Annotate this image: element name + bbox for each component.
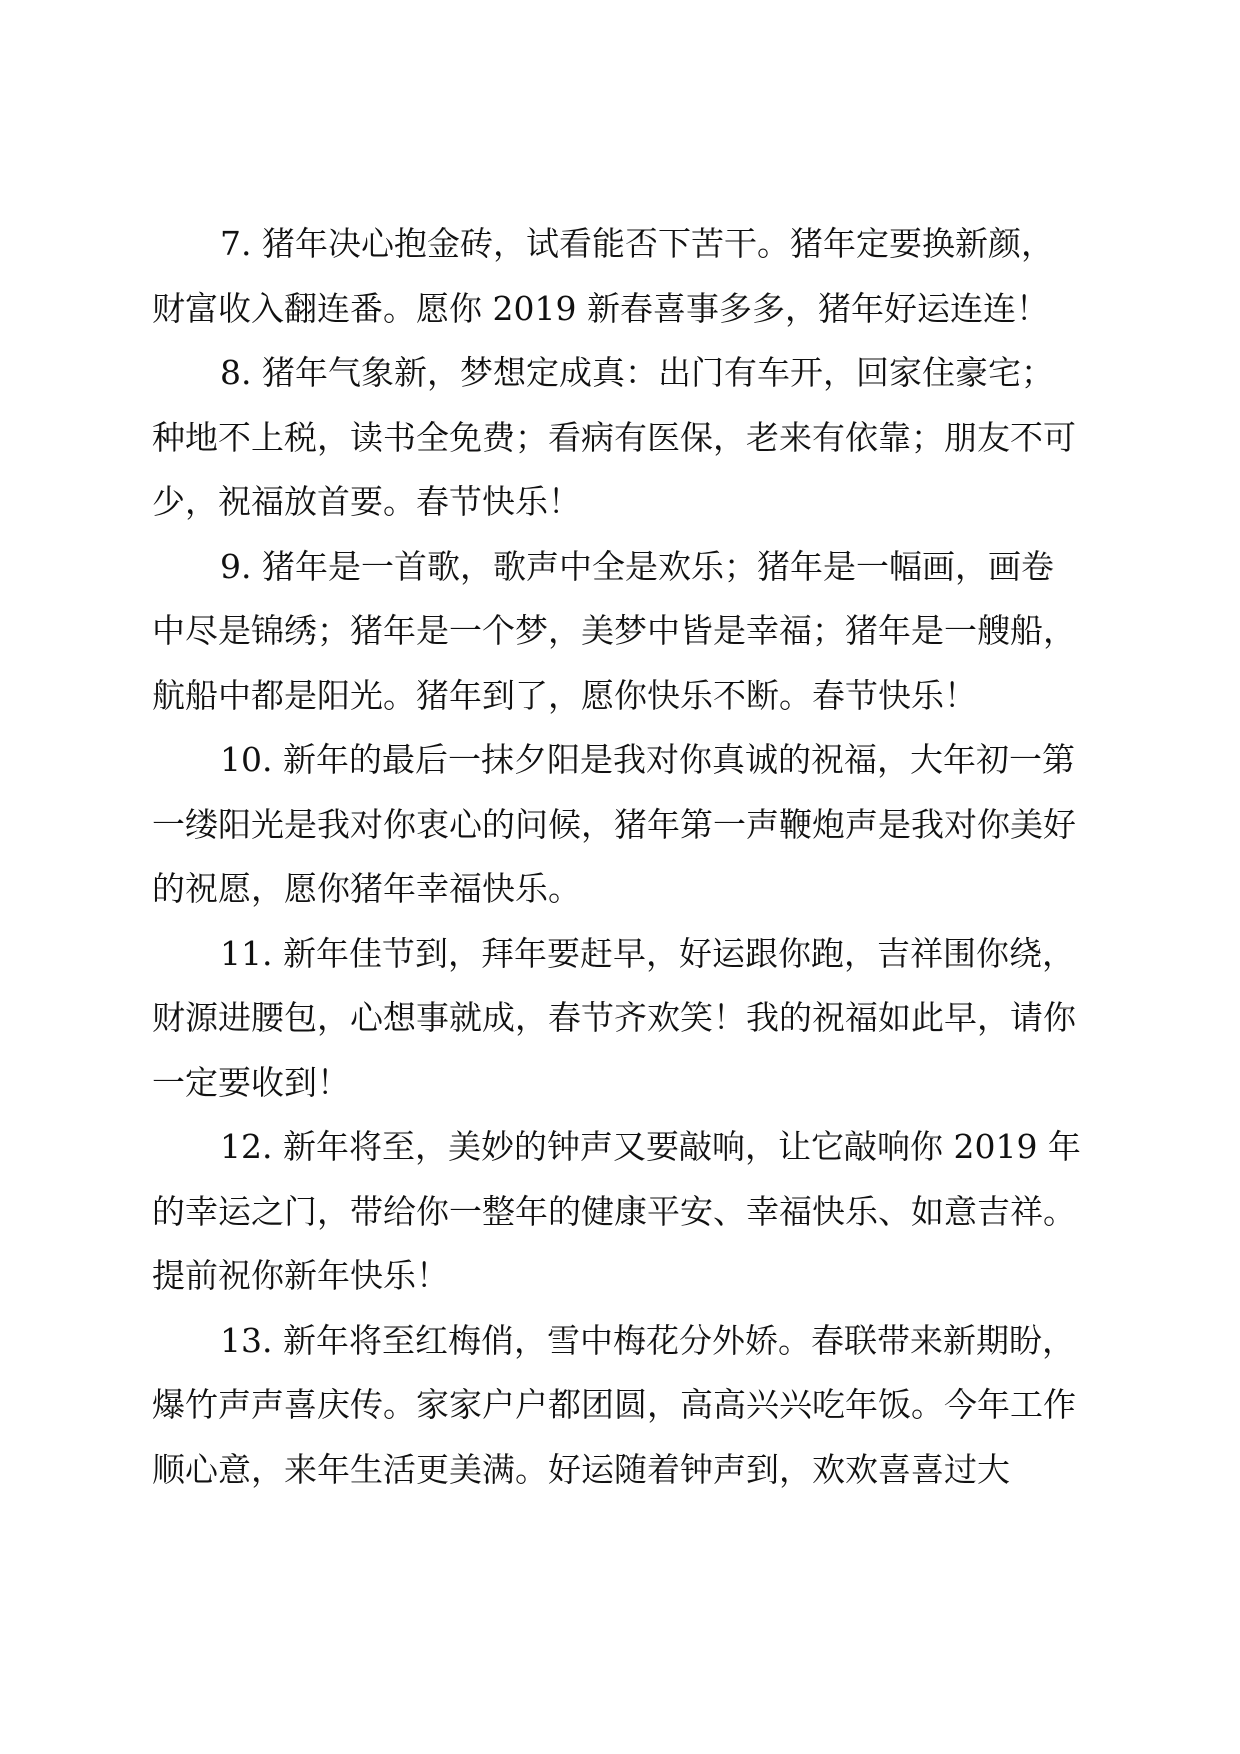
- paragraph-11: 11. 新年佳节到，拜年要赶早，好运跟你跑，吉祥围你绕，财源进腰包，心想事就成，春节齐欢笑！我的祝福如此早，请你一定要收到！: [152, 933, 1076, 1102]
- paragraph-9: 9. 猪年是一首歌，歌声中全是欢乐；猪年是一幅画，画卷中尽是锦绣；猪年是一个梦，美梦中皆是幸福；猪年是一艘船，航船中都是阳光。猪年到了，愿你快乐不断。春节快乐！: [152, 546, 1076, 715]
- paragraph-8: 8. 猪年气象新，梦想定成真：出门有车开，回家住豪宅；种地不上税，读书全免费；看病有医保，老来有依靠；朋友不可少，祝福放首要。春节快乐！: [152, 353, 1076, 521]
- paragraph-13: 13. 新年将至红梅俏，雪中梅花分外娇。春联带来新期盼，爆竹声声喜庆传。家家户户都团圆，高高兴兴吃年饭。今年工作顺心意，来年生活更美满。好运随着钟声到，欢欢喜喜过大: [152, 1320, 1076, 1489]
- paragraph-10: 10. 新年的最后一抹夕阳是我对你真诚的祝福，大年初一第一缕阳光是我对你衷心的问候，猪年第一声鞭炮声是我对你美好的祝愿，愿你猪年幸福快乐。: [152, 740, 1076, 908]
- document-body: [152, 212, 1086, 1502]
- paragraph-12: 12. 新年将至，美妙的钟声又要敲响，让它敲响你 2019 年的幸运之门，带给你一整年的健康平安、幸福快乐、如意吉祥。提前祝你新年快乐！: [152, 1127, 1081, 1295]
- paragraph-7: 7. 猪年决心抱金砖，试看能否下苦干。猪年定要换新颜，财富收入翻连番。愿你 2019 新春喜事多多，猪年好运连连！: [152, 224, 1054, 328]
